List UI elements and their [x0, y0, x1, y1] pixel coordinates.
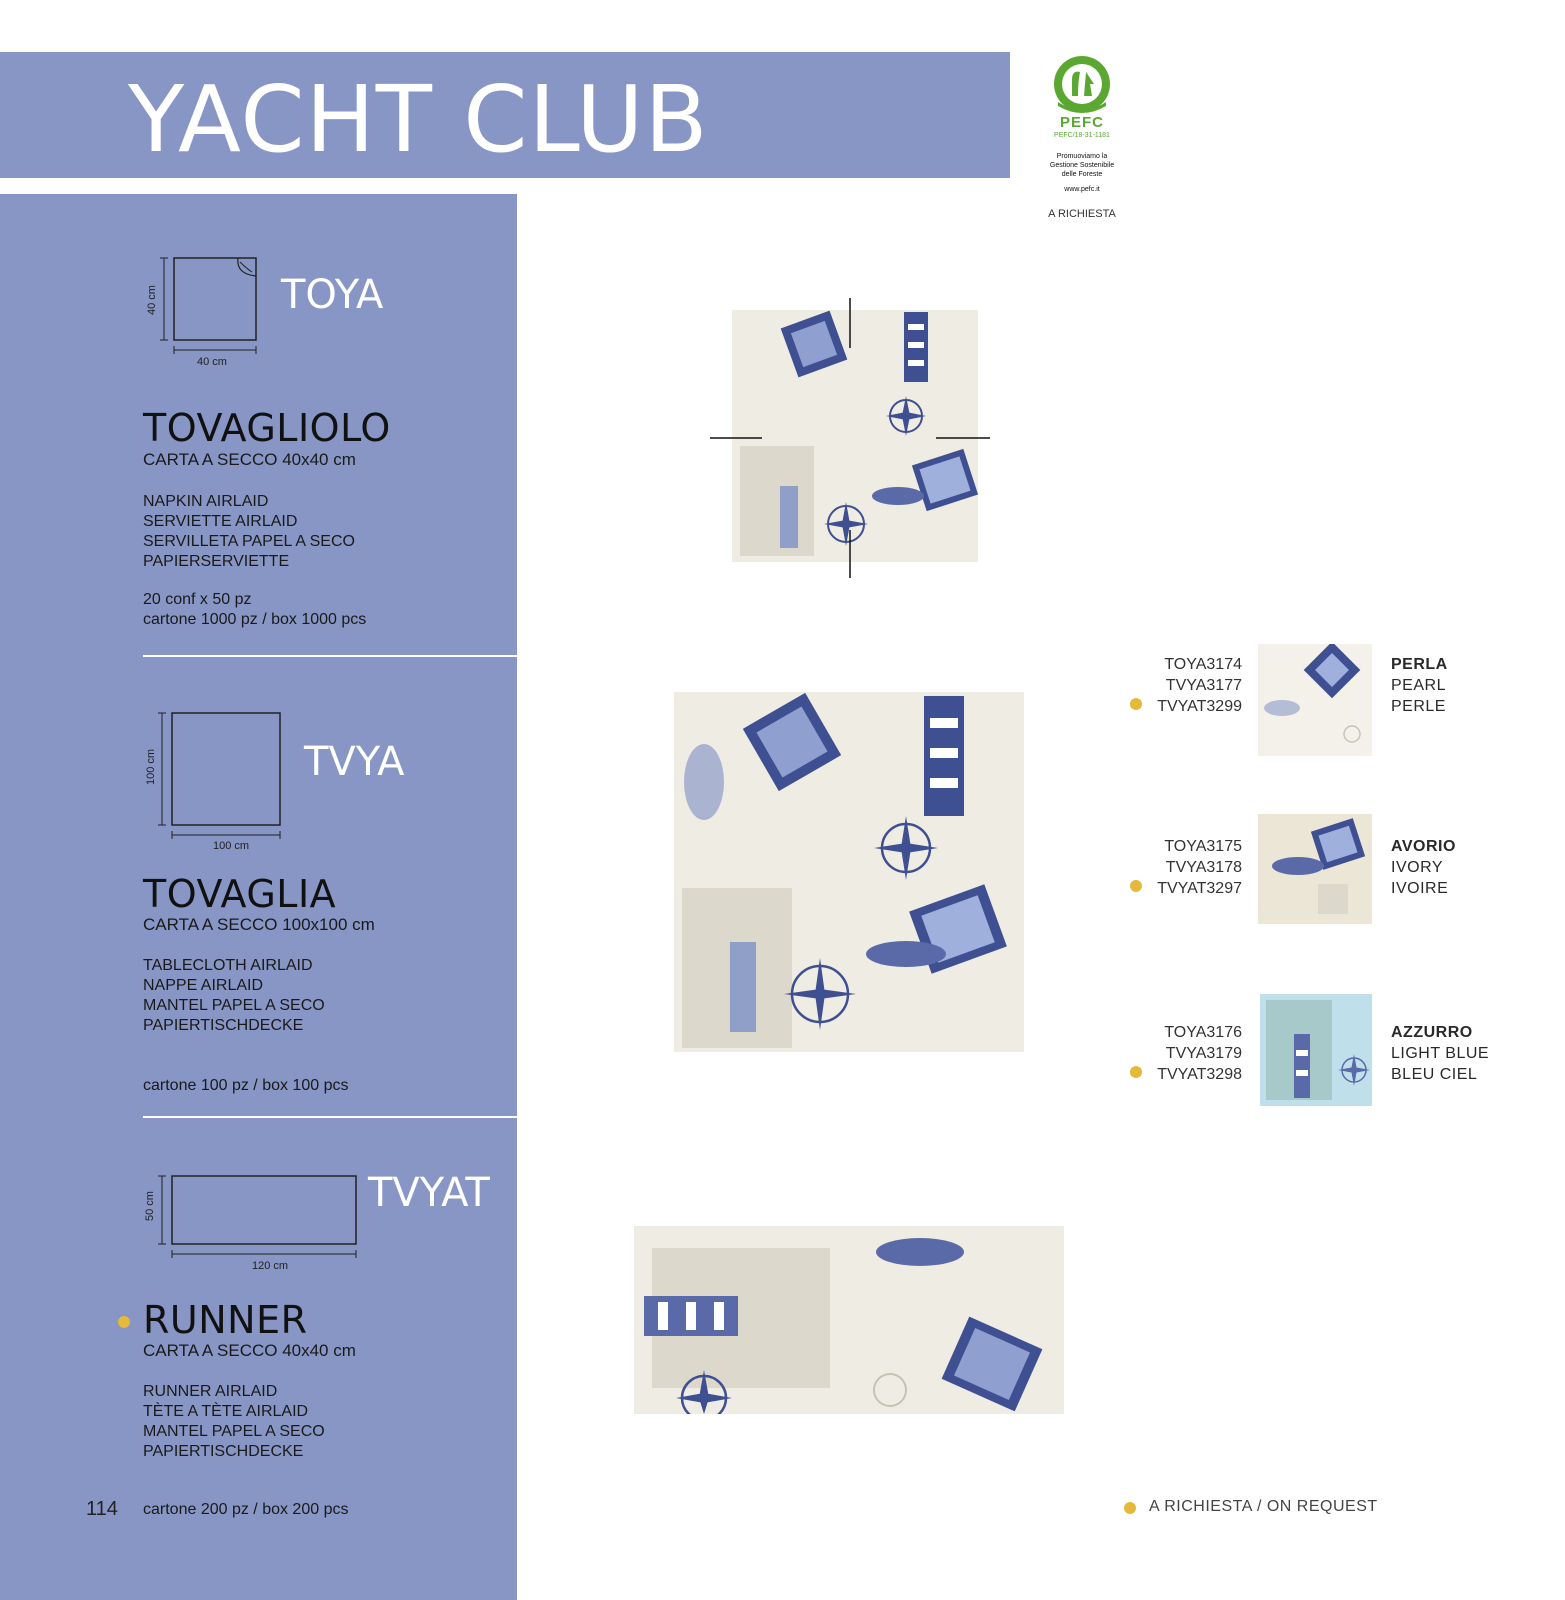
product-subtitle: CARTA A SECCO 40x40 cm — [143, 450, 356, 469]
pefc-note: A RICHIESTA — [1048, 208, 1116, 220]
dimension-width: 120 cm — [252, 1260, 289, 1272]
napkin-outline-icon — [150, 254, 260, 364]
tablecloth-outline-icon — [150, 709, 290, 859]
dimension-width: 100 cm — [213, 840, 250, 852]
product-heading: RUNNER — [143, 1298, 308, 1342]
product-heading: TOVAGLIA — [143, 872, 337, 916]
variant-codes: TOYA3174 TVYA3177 TVYAT3299 — [1157, 656, 1242, 715]
page-number: 114 — [86, 1498, 118, 1520]
on-request-dot — [118, 1316, 130, 1328]
pefc-site: www.pefc.it — [1064, 186, 1100, 193]
pefc-certification — [1036, 54, 1128, 224]
product-packaging: cartone 100 pz / box 100 pcs — [143, 1077, 349, 1094]
color-swatch — [1258, 814, 1372, 924]
pefc-code: PEFC/18-31-1181 — [1054, 132, 1110, 139]
tablecloth-image — [674, 692, 1024, 1052]
product-code: TVYA — [304, 739, 405, 785]
product-sidebar — [0, 194, 517, 1600]
napkin-image — [710, 298, 990, 578]
variant-color-names: AVORIO IVORY IVOIRE — [1391, 838, 1456, 897]
variant-codes: TOYA3175 TVYA3178 TVYAT3297 — [1157, 838, 1242, 897]
header-banner — [0, 52, 1010, 178]
variant-color-names: PERLA PEARL PERLE — [1391, 656, 1448, 715]
on-request-note: A RICHIESTA / ON REQUEST — [1149, 1498, 1378, 1515]
product-code: TOYA — [281, 272, 384, 318]
product-names: NAPKIN AIRLAID SERVIETTE AIRLAID SERVILLETA PAPEL A SECO PAPIERSERVIETTE — [143, 493, 355, 570]
color-swatch — [1258, 644, 1372, 756]
dimension-width: 40 cm — [197, 356, 227, 368]
pefc-label: PEFC — [1059, 114, 1104, 131]
product-subtitle: CARTA A SECCO 40x40 cm — [143, 1341, 356, 1360]
divider — [143, 1116, 517, 1118]
dimension-height: 100 cm — [145, 748, 158, 786]
product-names: TABLECLOTH AIRLAID NAPPE AIRLAID MANTEL PAPEL A SECO PAPIERTISCHDECKE — [143, 957, 325, 1034]
page-title: YACHT CLUB — [128, 66, 709, 173]
on-request-dot — [1124, 1502, 1136, 1514]
dimension-height: 50 cm — [143, 1191, 156, 1221]
product-code: TVYAT — [368, 1170, 490, 1216]
product-heading: TOVAGLIOLO — [143, 406, 391, 450]
dimension-height: 40 cm — [145, 285, 158, 315]
product-names: RUNNER AIRLAID TÈTE A TÈTE AIRLAID MANTEL PAPEL A SECO PAPIERTISCHDECKE — [143, 1383, 325, 1460]
variant-codes: TOYA3176 TVYA3179 TVYAT3298 — [1157, 1024, 1242, 1083]
divider — [143, 655, 517, 657]
color-swatch — [1260, 994, 1372, 1106]
variant-color-names: AZZURRO LIGHT BLUE BLEU CIEL — [1391, 1024, 1490, 1083]
pefc-description: Promuoviamo la Gestione Sostenibile delle Foreste — [1049, 153, 1115, 178]
runner-outline-icon — [150, 1172, 370, 1272]
product-packaging: cartone 200 pz / box 200 pcs — [143, 1501, 349, 1518]
pefc-logo-icon — [1036, 54, 1128, 120]
product-packaging: 20 conf x 50 pz cartone 1000 pz / box 1000 pcs — [143, 591, 367, 628]
product-subtitle: CARTA A SECCO 100x100 cm — [143, 915, 375, 934]
runner-image — [634, 1226, 1064, 1414]
